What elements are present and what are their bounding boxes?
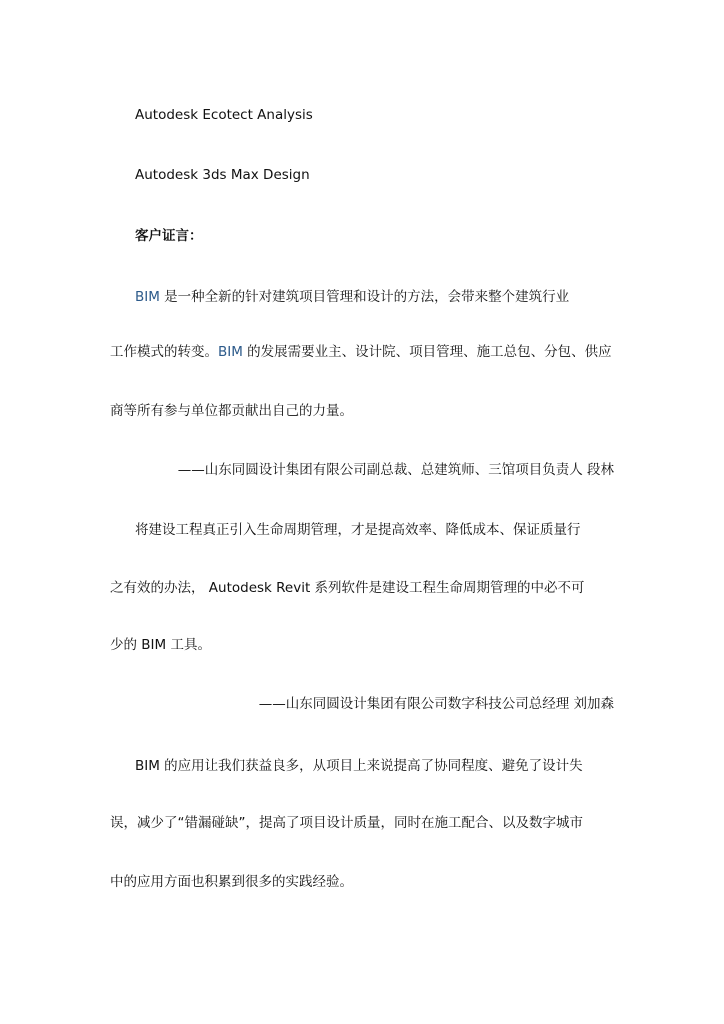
quote1-line2-post: 的发展需要业主、设计院、项目管理、施工总包、分包、供应 xyxy=(242,344,612,360)
bim-term: BIM xyxy=(218,344,243,360)
quote1-line1-text: 是一种全新的针对建筑项目管理和设计的方法，会带来整个建筑行业 xyxy=(159,289,570,305)
quote1-attribution: ——山东同圆设计集团有限公司副总裁、总建筑师、三馆项目负责人 段林 xyxy=(177,462,614,478)
testimonial-heading: 客户证言： xyxy=(135,228,203,244)
quote2-line3: 少的 BIM 工具。 xyxy=(110,637,211,653)
quote1-line2-pre: 工作模式的转变。 xyxy=(110,344,218,360)
quote1-line1 xyxy=(135,287,614,307)
quote3-line1: BIM 的应用让我们获益良多，从项目上来说提高了协同程度、避免了设计失 xyxy=(135,758,583,774)
quote2-line1: 将建设工程真正引入生命周期管理，才是提高效率、降低成本、保证质量行 xyxy=(135,522,581,538)
bim-term: BIM xyxy=(135,289,160,305)
quote3-line2: 误，减少了“错漏碰缺”，提高了项目设计质量，同时在施工配合、以及数字城市 xyxy=(110,815,583,831)
quote2-line2: 之有效的办法， Autodesk Revit 系列软件是建设工程生命周期管理的中必不可 xyxy=(110,580,585,596)
software-item-ecotect: Autodesk Ecotect Analysis xyxy=(135,107,313,123)
quote3-line3: 中的应用方面也积累到很多的实践经验。 xyxy=(110,874,353,890)
quote1-line3: 商等所有参与单位都贡献出自己的力量。 xyxy=(110,403,353,419)
quote2-attribution: ——山东同圆设计集团有限公司数字科技公司总经理 刘加森 xyxy=(258,696,614,712)
software-item-3dsmax: Autodesk 3ds Max Design xyxy=(135,167,310,183)
quote1-line2 xyxy=(110,342,614,362)
